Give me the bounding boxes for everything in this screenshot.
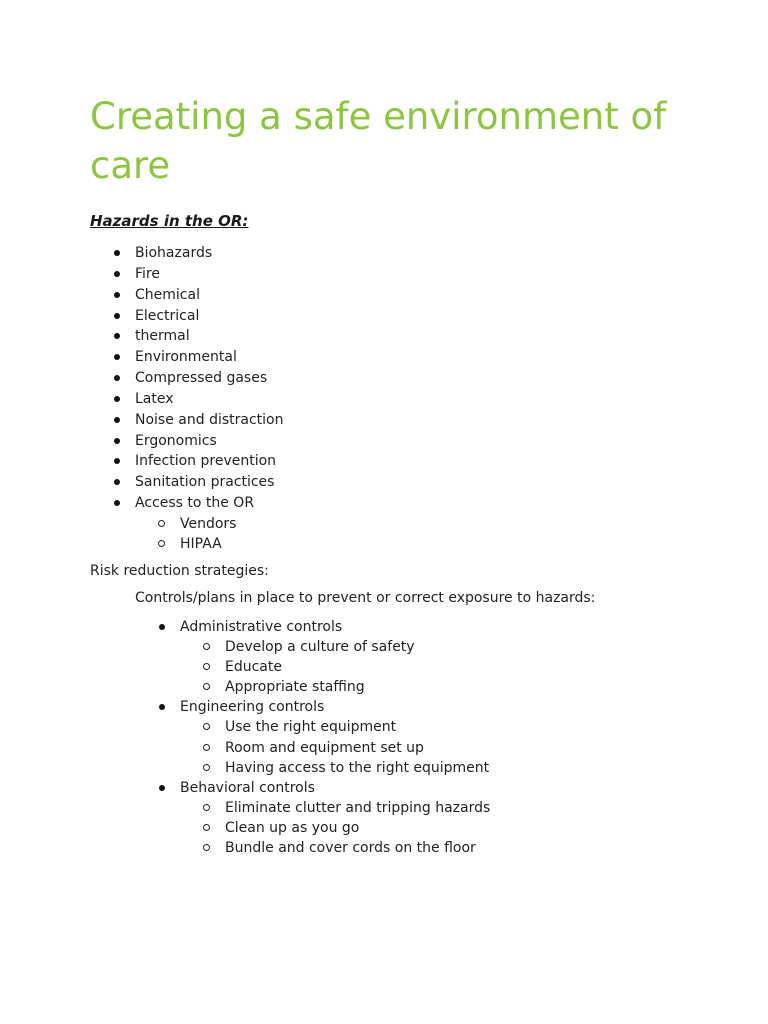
sub-list-item-label: Clean up as you go xyxy=(225,819,360,836)
list-item xyxy=(90,368,283,389)
list-item-label: Environmental xyxy=(135,349,237,366)
circle-bullet-icon xyxy=(158,520,165,527)
sub-list-item xyxy=(180,677,490,697)
bullet-icon xyxy=(159,785,165,791)
list-item-label: Infection prevention xyxy=(135,453,277,470)
list-item-label: Administrative controls xyxy=(180,619,343,635)
bullet-icon xyxy=(114,271,120,277)
sub-list-item-label: Room and equipment set up xyxy=(225,739,424,756)
sub-list-item-label: Develop a culture of safety xyxy=(225,639,415,656)
circle-bullet-icon xyxy=(203,764,210,771)
list-item-label: Ergonomics xyxy=(135,432,217,449)
list-item xyxy=(90,493,283,554)
sub-list-item xyxy=(180,758,490,778)
sub-list-item-label: Use the right equipment xyxy=(225,719,397,736)
sub-list-item-label: Vendors xyxy=(180,515,237,532)
sub-list-item xyxy=(180,798,490,818)
sub-list-item-label: Appropriate staffing xyxy=(225,679,365,696)
sub-list-item-label: Bundle and cover cords on the floor xyxy=(225,840,476,857)
bullet-icon xyxy=(114,458,120,464)
bullet-icon xyxy=(114,313,120,319)
list-item-label: Engineering controls xyxy=(180,699,325,716)
sub-list xyxy=(180,637,490,697)
circle-bullet-icon xyxy=(203,804,210,811)
risk-reduction-label: Risk reduction strategies: xyxy=(90,563,269,579)
bullet-icon xyxy=(114,417,120,423)
sub-list xyxy=(180,717,490,777)
bullet-icon xyxy=(114,333,120,339)
list-item xyxy=(90,306,283,327)
list-item xyxy=(90,472,283,493)
bullet-icon xyxy=(114,292,120,298)
list-item-label: Sanitation practices xyxy=(135,474,275,491)
list-item xyxy=(90,347,283,368)
bullet-icon xyxy=(159,624,165,630)
circle-bullet-icon xyxy=(203,643,210,650)
list-item-label: Fire xyxy=(135,265,160,282)
list-item xyxy=(90,410,283,431)
circle-bullet-icon xyxy=(203,723,210,730)
list-item xyxy=(90,389,283,410)
sub-list-item-label: Educate xyxy=(225,659,282,676)
sub-list-item xyxy=(180,818,490,838)
sub-list-item-label: Eliminate clutter and tripping hazards xyxy=(225,799,491,816)
bullet-icon xyxy=(114,479,120,485)
sub-list xyxy=(135,514,283,555)
controls-intro: Controls/plans in place to prevent or correct exposure to hazards: xyxy=(135,590,596,606)
bullet-icon xyxy=(114,354,120,360)
bullet-icon xyxy=(114,438,120,444)
sub-list-item xyxy=(180,637,490,657)
sub-list-item-label: HIPAA xyxy=(180,536,222,553)
controls-list xyxy=(135,617,490,858)
circle-bullet-icon xyxy=(203,663,210,670)
list-item-label: Noise and distraction xyxy=(135,411,284,428)
circle-bullet-icon xyxy=(203,844,210,851)
list-item xyxy=(90,431,283,452)
list-item xyxy=(90,285,283,306)
circle-bullet-icon xyxy=(203,744,210,751)
list-item xyxy=(90,264,283,285)
circle-bullet-icon xyxy=(158,540,165,547)
list-item xyxy=(135,697,490,777)
list-item-label: thermal xyxy=(135,328,190,345)
bullet-icon xyxy=(114,375,120,381)
list-item-label: Access to the OR xyxy=(135,495,255,512)
list-item xyxy=(90,326,283,347)
bullet-icon xyxy=(114,396,120,402)
list-item-label: Chemical xyxy=(135,286,200,303)
hazards-heading: Hazards in the OR: xyxy=(90,212,249,230)
list-item-label: Biohazards xyxy=(135,245,213,261)
sub-list-item xyxy=(180,717,490,737)
sub-list-item xyxy=(180,838,490,858)
list-item-label: Electrical xyxy=(135,307,200,324)
list-item xyxy=(90,451,283,472)
bullet-icon xyxy=(159,704,165,710)
hazards-list xyxy=(90,243,283,555)
bullet-icon xyxy=(114,250,120,256)
sub-list xyxy=(180,798,490,858)
sub-list-item-label: Having access to the right equipment xyxy=(225,759,490,776)
list-item xyxy=(135,778,490,858)
bullet-icon xyxy=(114,500,120,506)
circle-bullet-icon xyxy=(203,683,210,690)
sub-list-item xyxy=(180,738,490,758)
sub-list-item xyxy=(135,534,283,554)
list-item-label: Latex xyxy=(135,390,174,407)
page-title: Creating a safe environment of care xyxy=(90,95,667,187)
list-item xyxy=(135,617,490,697)
list-item-label: Behavioral controls xyxy=(180,779,315,796)
sub-list-item xyxy=(180,657,490,677)
list-item-label: Compressed gases xyxy=(135,370,268,387)
circle-bullet-icon xyxy=(203,824,210,831)
sub-list-item xyxy=(135,514,283,534)
list-item xyxy=(90,243,283,264)
